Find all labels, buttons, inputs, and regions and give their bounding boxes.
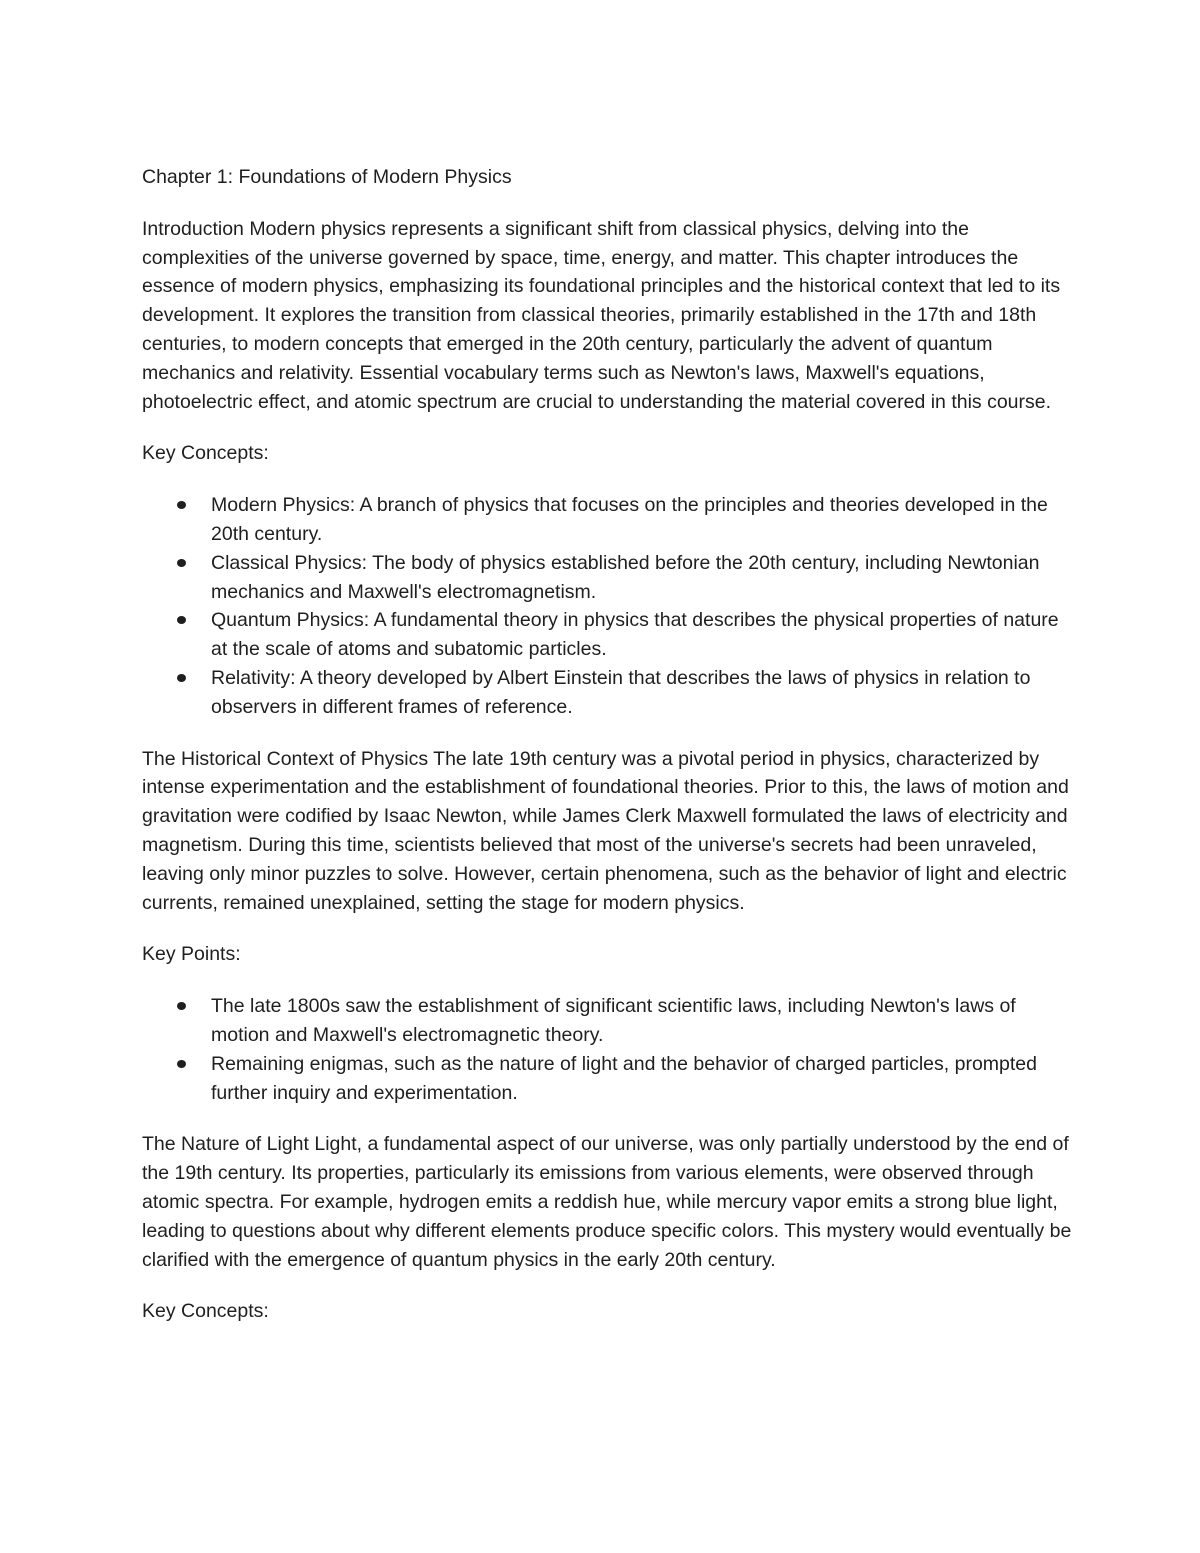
key-points-heading: Key Points: (142, 943, 241, 966)
document-page (142, 163, 1072, 1349)
nature-of-light-paragraph: The Nature of Light Light, a fundamental aspect of our universe, was only partially understood by the end of the 19th century. Its properties, particularly its emissions from various elements, were observed through atomic spectra. For example, hydrogen emits a reddish hue, while mercury vapor emits a strong blue light, leading to questions about why different elements produce specific colors. This mystery would eventually be clarified with the emergence of quantum physics in the early 20th century. (142, 1133, 1072, 1271)
list-item (142, 1050, 1072, 1108)
list-item-text: The late 1800s saw the establishment of significant scientific laws, including Newton's laws of motion and Maxwell's electromagnetic theory. (211, 995, 1016, 1046)
bullet-icon (177, 1002, 186, 1010)
bullet-icon (177, 674, 186, 682)
chapter-title: Chapter 1: Foundations of Modern Physics (142, 166, 512, 188)
key-points-list (142, 992, 1072, 1107)
bullet-icon (177, 501, 186, 509)
list-item (142, 491, 1072, 549)
intro-paragraph: Introduction Modern physics represents a significant shift from classical physics, delving into the complexities of the universe governed by space, time, energy, and matter. This chapter introduces the essence of modern physics, emphasizing its foundational principles and the historical context that led to its development. It explores the transition from classical theories, primarily established in the 17th and 18th centuries, to modern concepts that emerged in the 20th century, particularly the advent of quantum mechanics and relativity. Essential vocabulary terms such as Newton's laws, Maxwell's equations, photoelectric effect, and atomic spectrum are crucial to understanding the material covered in this course. (142, 217, 1061, 413)
historical-context-paragraph: The Historical Context of Physics The late 19th century was a pivotal period in physics, characterized by intense experimentation and the establishment of foundational theories. Prior to this, the laws of motion and gravitation were codified by Isaac Newton, while James Clerk Maxwell formulated the laws of electricity and magnetism. During this time, scientists believed that most of the universe's secrets had been unraveled, leaving only minor puzzles to solve. However, certain phenomena, such as the behavior of light and electric currents, remained unexplained, setting the stage for modern physics. (142, 747, 1069, 914)
list-item (142, 664, 1072, 722)
list-item (142, 549, 1072, 607)
list-item-text: Classical Physics: The body of physics established before the 20th century, including Newtonian mechanics and Maxwell's electromagnetism. (211, 551, 1040, 603)
bullet-icon (177, 559, 186, 567)
list-item (142, 606, 1072, 664)
list-item-text: Relativity: A theory developed by Albert Einstein that describes the laws of physics in relation to observers in different frames of reference. (211, 666, 1031, 718)
list-item-text: Modern Physics: A branch of physics that focuses on the principles and theories developed in the 20th century. (211, 494, 1048, 545)
list-item-text: Quantum Physics: A fundamental theory in physics that describes the physical properties of nature at the scale of atoms and subatomic particles. (211, 609, 1059, 661)
list-item-text: Remaining enigmas, such as the nature of light and the behavior of charged particles, prompted further inquiry and experimentation. (211, 1052, 1037, 1104)
bullet-icon (177, 1060, 186, 1068)
key-concepts-list (142, 491, 1072, 721)
list-item (142, 992, 1072, 1050)
bullet-icon (177, 616, 186, 624)
key-concepts-heading-2: Key Concepts: (142, 1300, 269, 1323)
key-concepts-heading: Key Concepts: (142, 442, 269, 465)
